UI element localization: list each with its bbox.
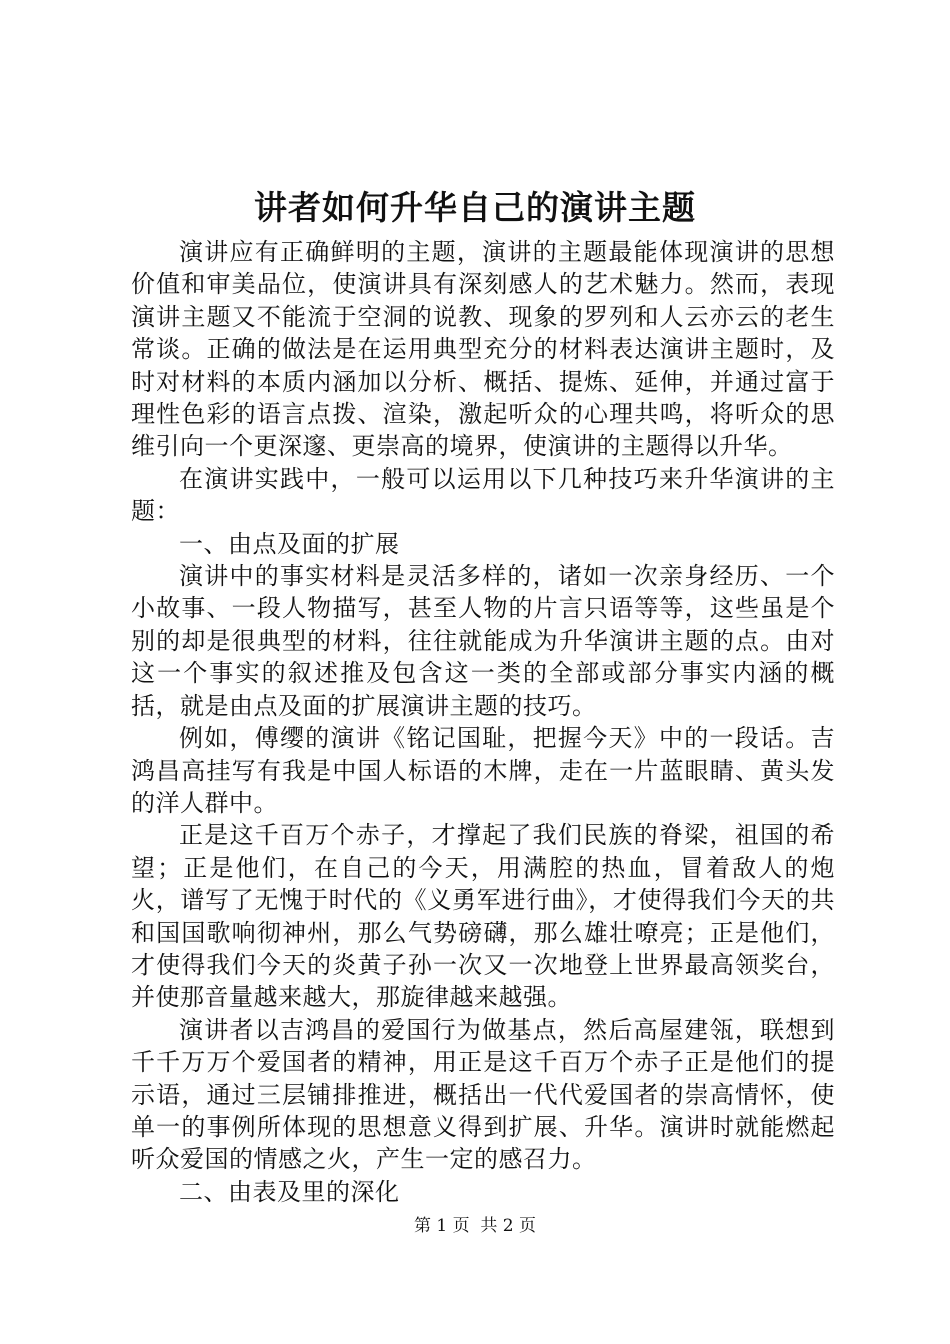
section-heading-1: 一、由点及面的扩展 [179, 529, 400, 558]
document-title: 讲者如何升华自己的演讲主题 [254, 188, 696, 227]
paragraph-example: 例如，傅缨的演讲《铭记国耻，把握今天》中的一段话。吉鸿昌高挂写有我是中国人标语的木牌，走在一片蓝眼睛、黄头发的洋人群中。 [131, 724, 835, 817]
paragraph-analysis: 演讲者以吉鸿昌的爱国行为做基点，然后高屋建瓴，联想到千千万万个爱国者的精神，用正是这千百万个赤子正是他们的提示语，通过三层铺排推进，概括出一代代爱国者的崇高情怀，使单一的事例所体现的思想意义得到扩展、升华。演讲时就能燃起听众爱国的情感之火，产生一定的感召力。 [131, 1015, 835, 1174]
paragraph-quote: 正是这千百万个赤子，才撑起了我们民族的脊梁，祖国的希望；正是他们，在自己的今天，用满腔的热血，冒着敌人的炮火，谱写了无愧于时代的《义勇军进行曲》，才使得我们今天的共和国国歌响彻神州，那么气势磅礴，那么雄壮嘹亮；正是他们，才使得我们今天的炎黄子孙一次又一次地登上世界最高领奖台，并使那音量越来越大，那旋律越来越强。 [131, 821, 835, 1012]
paragraph-intro: 演讲应有正确鲜明的主题，演讲的主题最能体现演讲的思想价值和审美品位，使演讲具有深刻感人的艺术魅力。然而，表现演讲主题又不能流于空洞的说教、现象的罗列和人云亦云的老生常谈。正确的做法是在运用典型充分的材料表达演讲主题时，及时对材料的本质内涵加以分析、概括、提炼、延伸，并通过富于理性色彩的语言点拨、渲染，激起听众的心理共鸣，将听众的思维引向一个更深邃、更崇高的境界，使演讲的主题得以升华。 [131, 238, 835, 461]
section-heading-2: 二、由表及里的深化 [179, 1177, 400, 1206]
page-total: 共 2 页 [480, 1216, 537, 1236]
document-body [131, 236, 835, 1208]
paragraph-techniques: 在演讲实践中，一般可以运用以下几种技巧来升华演讲的主题： [131, 464, 835, 526]
page-footer [0, 1214, 950, 1238]
page-number: 第 1 页 [413, 1216, 470, 1236]
paragraph-point-to-area: 演讲中的事实材料是灵活多样的，诸如一次亲身经历、一个小故事、一段人物描写，甚至人物的片言只语等等，这些虽是个别的却是很典型的材料，往往就能成为升华演讲主题的点。由对这一个事实的叙述推及包含这一类的全部或部分事实内涵的概括，就是由点及面的扩展演讲主题的技巧。 [131, 562, 835, 720]
